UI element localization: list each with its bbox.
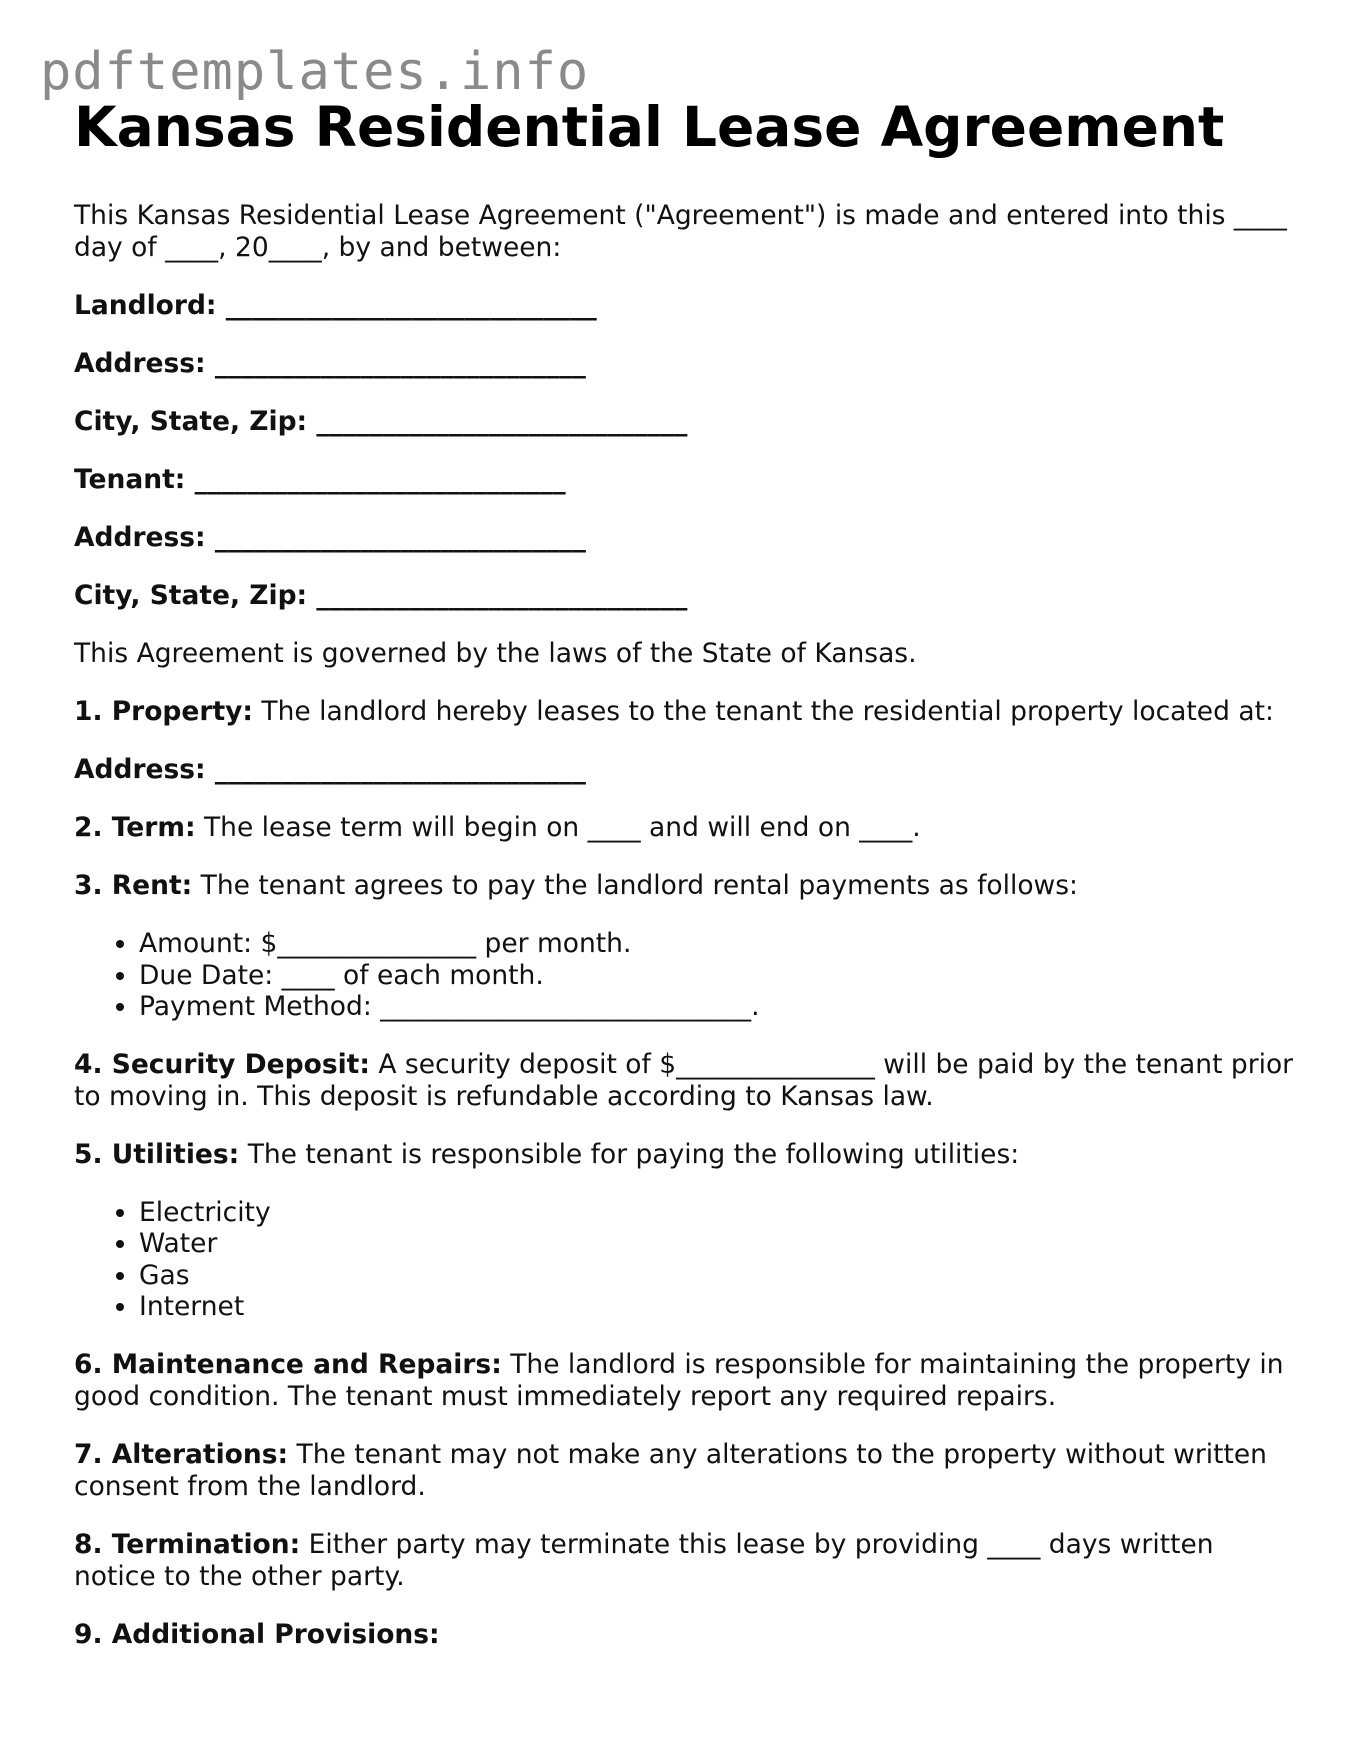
tenant-field: Tenant: ____________________________ [74,464,566,495]
section-termination-text: Either party may terminate this lease by providing ____ days written notice to the other party. [74,1528,1214,1592]
section-additional [74,1619,1294,1651]
section-maintenance-text: The landlord is responsible for maintaining the property in good condition. The tenant must immediately report any required repairs. [74,1348,1284,1412]
section-property-text: The landlord hereby leases to the tenant the residential property located at: [252,696,1274,727]
section-term-text: The lease term will begin on ____ and will end on ____. [195,812,921,843]
document-page [74,92,1294,1677]
section-rent-heading: 3. Rent: [74,870,193,901]
rent-list [74,928,1294,1023]
section-deposit-heading: 4. Security Deposit: [74,1048,370,1080]
section-alterations-text: The tenant may not make any alterations to the property without written consent from the landlord. [74,1438,1267,1502]
section-deposit-text: A security deposit of $_______________ will be paid by the tenant prior to moving in. This deposit is refundable according to Kansas law. [74,1048,1294,1112]
section-utilities [74,1139,1294,1171]
watermark: pdftemplates.info [40,42,590,102]
list-item: • Amount: $_______________ per month. [139,928,1294,960]
section-termination [74,1529,1294,1593]
property-address-field: Address: ____________________________ [74,754,586,785]
section-utilities-heading: 5. Utilities: [74,1138,240,1170]
tenant-city-field: City, State, Zip: ____________________________ [74,580,688,611]
document-title: Kansas Residential Lease Agreement [74,95,1225,159]
section-maintenance [74,1349,1294,1413]
section-deposit [74,1049,1294,1113]
section-rent-text: The tenant agrees to pay the landlord rental payments as follows: [192,870,1078,901]
list-item: • Payment Method: ____________________________. [139,991,1294,1023]
section-utilities-text: The tenant is responsible for paying the following utilities: [239,1138,1020,1170]
section-term-heading: 2. Term: [74,812,196,843]
section-alterations-heading: 7. Alterations: [74,1438,289,1470]
list-item: • Gas [139,1260,1294,1292]
utilities-list [74,1197,1294,1323]
section-alterations [74,1439,1294,1503]
landlord-address-field: Address: ____________________________ [74,348,586,379]
tenant-address-field: Address: ____________________________ [74,522,586,553]
list-item: • Internet [139,1291,1294,1323]
landlord-field: Landlord: ____________________________ [74,290,597,321]
section-termination-heading: 8. Termination: [74,1528,301,1560]
section-property-heading: 1. Property: [74,696,253,727]
governing-law: This Agreement is governed by the laws of the State of Kansas. [74,638,917,669]
section-additional-heading: 9. Additional Provisions: [74,1618,440,1650]
section-term [74,812,1294,844]
landlord-city-field: City, State, Zip: ____________________________ [74,406,688,437]
list-item: • Water [139,1228,1294,1260]
section-maintenance-heading: 6. Maintenance and Repairs: [74,1348,502,1380]
section-property [74,696,1294,728]
list-item: • Electricity [139,1197,1294,1229]
intro-paragraph: This Kansas Residential Lease Agreement ("Agreement") is made and entered into this ____ day of ____, 20____, by and between: [74,200,1287,263]
section-rent [74,870,1294,902]
list-item: • Due Date: ____ of each month. [139,960,1294,992]
